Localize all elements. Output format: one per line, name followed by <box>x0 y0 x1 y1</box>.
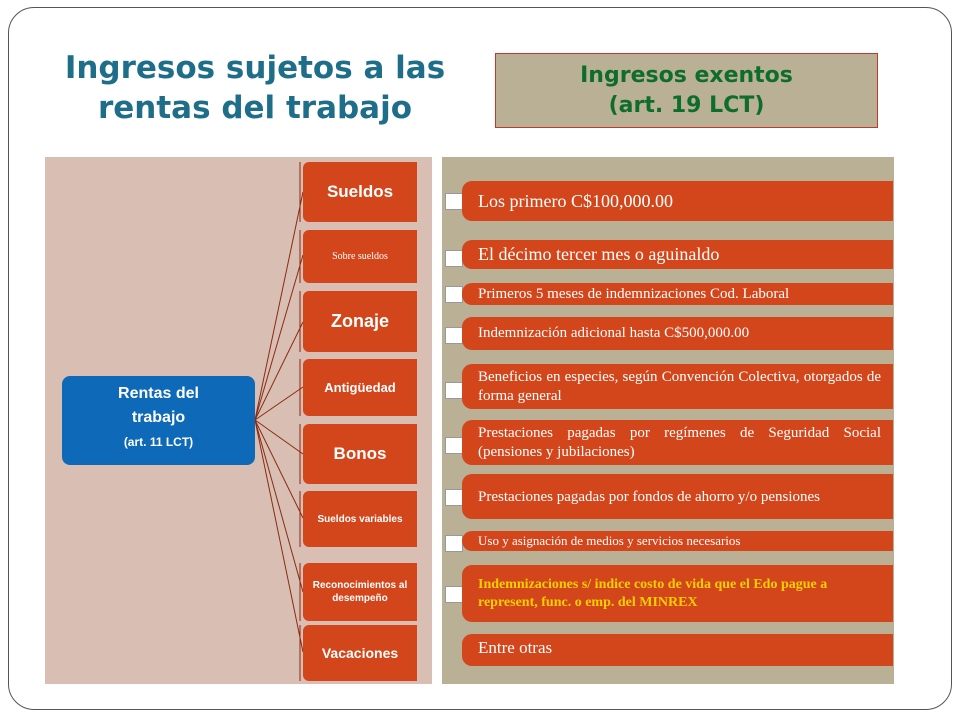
item-marker <box>445 382 463 399</box>
exento-item: Indemnización adicional hasta C$500,000.00 <box>462 317 893 350</box>
branch-sueldos: Sueldos <box>303 162 417 222</box>
branch-vacaciones: Vacaciones <box>303 625 417 681</box>
branch-sobre-sueldos: Sobre sueldos <box>303 230 417 283</box>
title-line-2: rentas del trabajo <box>97 90 413 126</box>
item-marker <box>445 437 463 454</box>
exento-item: Los primero C$100,000.00 <box>462 181 893 221</box>
exento-item: Entre otras <box>462 634 893 666</box>
item-marker <box>445 193 463 210</box>
root-line-1: Rentas del <box>118 385 199 402</box>
item-marker <box>445 489 463 506</box>
exento-item: Prestaciones pagadas por regímenes de Seguridad Social (pensiones y jubilaciones) <box>462 420 893 465</box>
exento-item: Beneficios en especies, según Convención Colectiva, otorgados de forma general <box>462 364 893 409</box>
exento-item-highlighted: Indemnizaciones s/ indice costo de vida que el Edo pague a represent, func. o emp. del MINREX <box>462 565 893 622</box>
title-line-1: Ingresos sujetos a las <box>64 50 446 86</box>
root-rentas-del-trabajo <box>62 376 255 465</box>
branch-zonaje: Zonaje <box>303 291 417 352</box>
exento-item: Primeros 5 meses de indemnizaciones Cod. Laboral <box>462 283 893 305</box>
root-line-3: (art. 11 LCT) <box>123 435 194 449</box>
exento-item: Prestaciones pagadas por fondos de ahorro y/o pensiones <box>462 474 893 519</box>
exento-item: El décimo tercer mes o aguinaldo <box>462 240 893 269</box>
exentos-title-line-1: Ingresos exentos <box>580 63 793 88</box>
branch-antiguedad: Antigüedad <box>303 359 417 416</box>
branch-bonos: Bonos <box>303 424 417 484</box>
item-marker <box>445 327 463 344</box>
item-marker <box>445 286 463 303</box>
root-line-2: trabajo <box>131 409 186 426</box>
exento-item: Uso y asignación de medios y servicios necesarios <box>462 531 893 551</box>
exentos-title-line-2: (art. 19 LCT) <box>608 93 765 118</box>
item-marker <box>445 250 463 267</box>
item-marker <box>445 535 463 552</box>
branch-reconocimientos: Reconocimientos al desempeño <box>303 563 417 621</box>
item-marker <box>445 586 463 603</box>
branch-sueldos-variables: Sueldos variables <box>303 491 417 547</box>
